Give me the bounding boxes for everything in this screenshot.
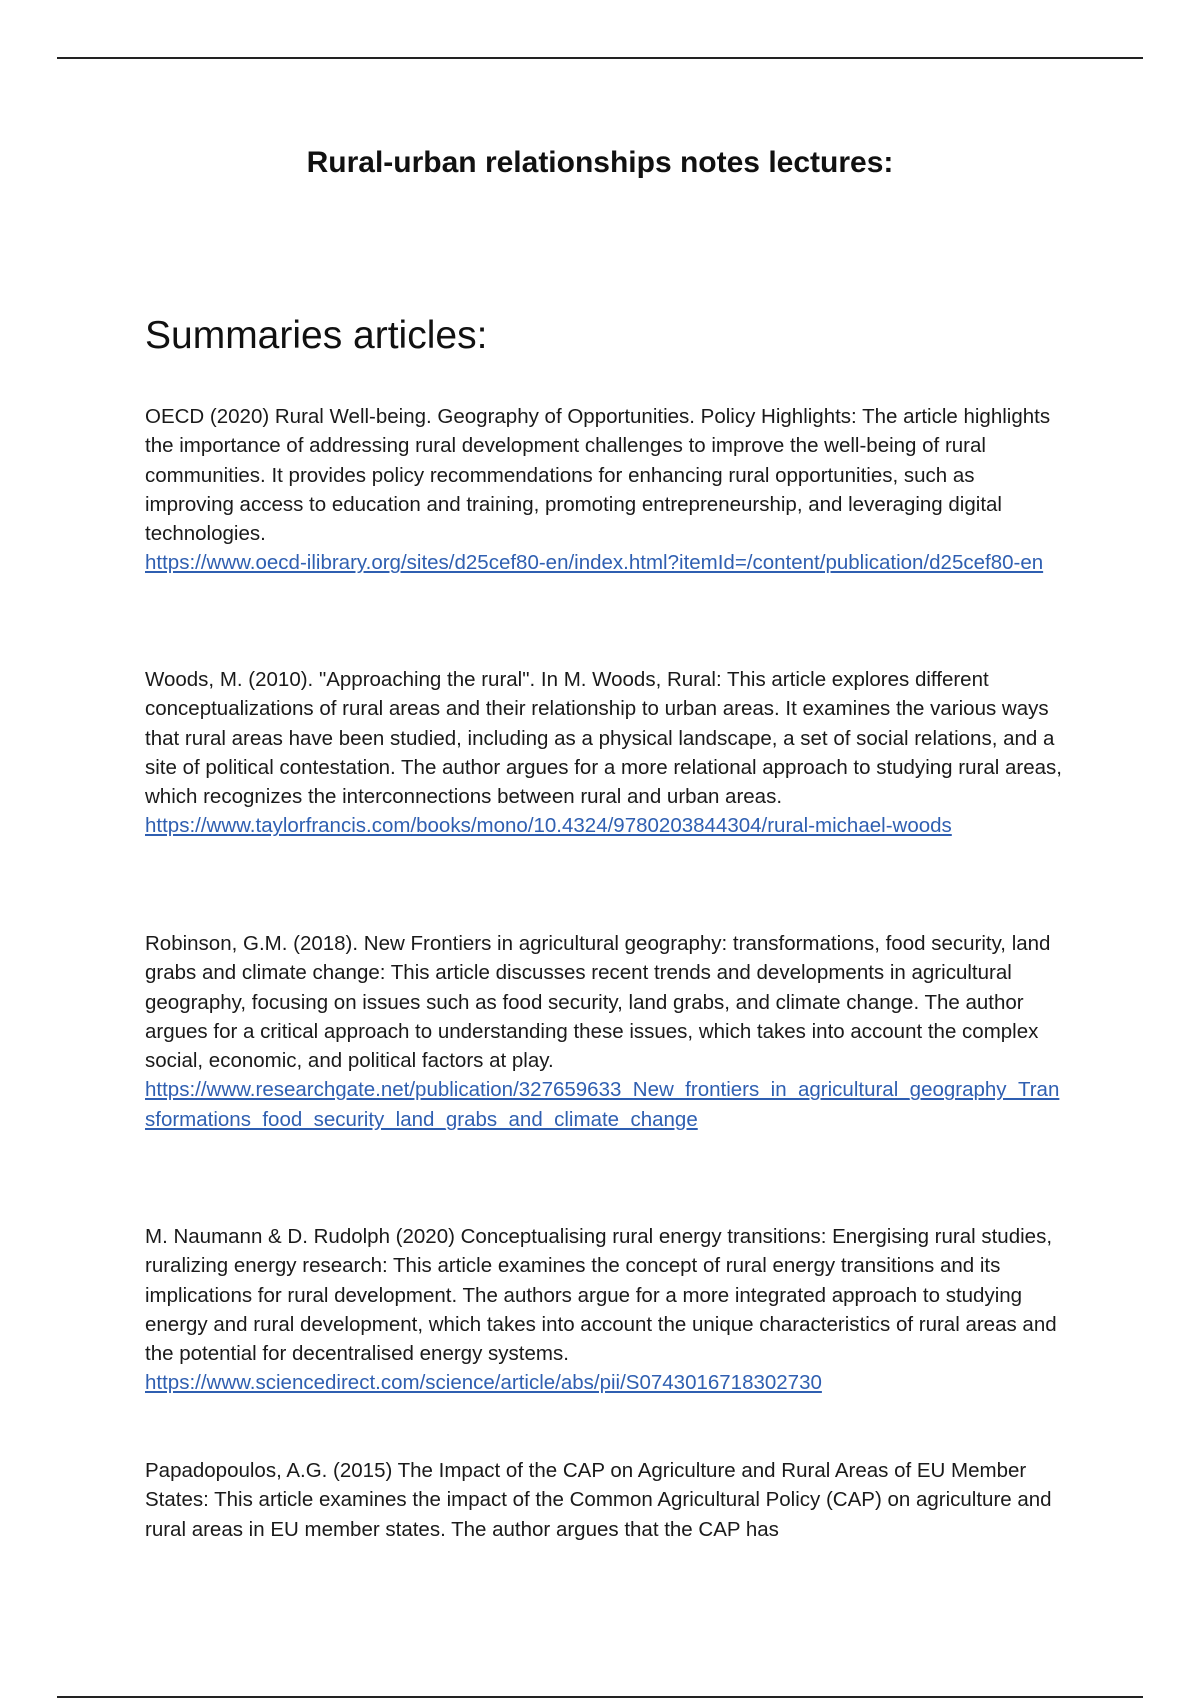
summary-text: M. Naumann & D. Rudolph (2020) Conceptualising rural energy transitions: Energising rural studies, ruralizing energy research: This article examines the concept of rural energy transitions and its implications for rural development. The authors argue for a more integrated approach to studying energy and rural development, which takes into account the unique characteristics of rural areas and the potential for decentralised energy systems. — [145, 1225, 1057, 1366]
summary-text: Papadopoulos, A.G. (2015) The Impact of the CAP on Agriculture and Rural Areas of EU Member States: This article examines the impact of the Common Agricultural Policy (CAP) on agriculture and rural areas in EU member states. The author argues that the CAP has — [145, 1459, 1052, 1541]
bottom-rule — [57, 1696, 1143, 1698]
summary-link[interactable]: https://www.taylorfrancis.com/books/mono/10.4324/9780203844304/rural-michael-woods — [145, 814, 952, 838]
summary-text: Woods, M. (2010). "Approaching the rural". In M. Woods, Rural: This article explores different conceptualizations of rural areas and their relationship to urban areas. It examines the various ways that rural areas have been studied, including as a physical landscape, a set of social relations, and a site of political contestation. The author argues for a more relational approach to studying rural areas, which recognizes the interconnections between rural and urban areas. — [145, 668, 1062, 809]
summary-text: OECD (2020) Rural Well-being. Geography of Opportunities. Policy Highlights: The article highlights the importance of addressing rural development challenges to improve the well-being of rural communities. It provides policy recommendations for enhancing rural opportunities, such as improving access to education and training, promoting entrepreneurship, and leveraging digital technologies. — [145, 405, 1051, 546]
summary-link[interactable]: https://www.oecd-ilibrary.org/sites/d25cef80-en/index.html?itemId=/content/publication/d25cef80-en — [145, 551, 1044, 575]
summary-entry-oecd — [145, 402, 1065, 578]
section-heading: Summaries articles: — [145, 314, 488, 357]
summary-entry-robinson — [145, 929, 1065, 1134]
summary-link[interactable]: https://www.researchgate.net/publication/327659633_New_frontiers_in_agricultural_geography_Transformations_food_security_land_grabs_and_climate_change — [145, 1078, 1060, 1131]
summary-link[interactable]: https://www.sciencedirect.com/science/article/abs/pii/S0743016718302730 — [145, 1371, 822, 1395]
summary-entry-woods — [145, 665, 1065, 841]
document-title: Rural-urban relationships notes lectures: — [306, 146, 894, 179]
summary-entry-papadopoulos — [145, 1456, 1065, 1544]
summary-entry-naumann-rudolph — [145, 1222, 1065, 1398]
summary-text: Robinson, G.M. (2018). New Frontiers in agricultural geography: transformations, food security, land grabs and climate change: This article discusses recent trends and developments in agricultural geography, focusing on issues such as food security, land grabs, and climate change. The author argues for a critical approach to understanding these issues, which takes into account the complex social, economic, and political factors at play. — [145, 932, 1051, 1073]
top-rule — [57, 57, 1143, 59]
